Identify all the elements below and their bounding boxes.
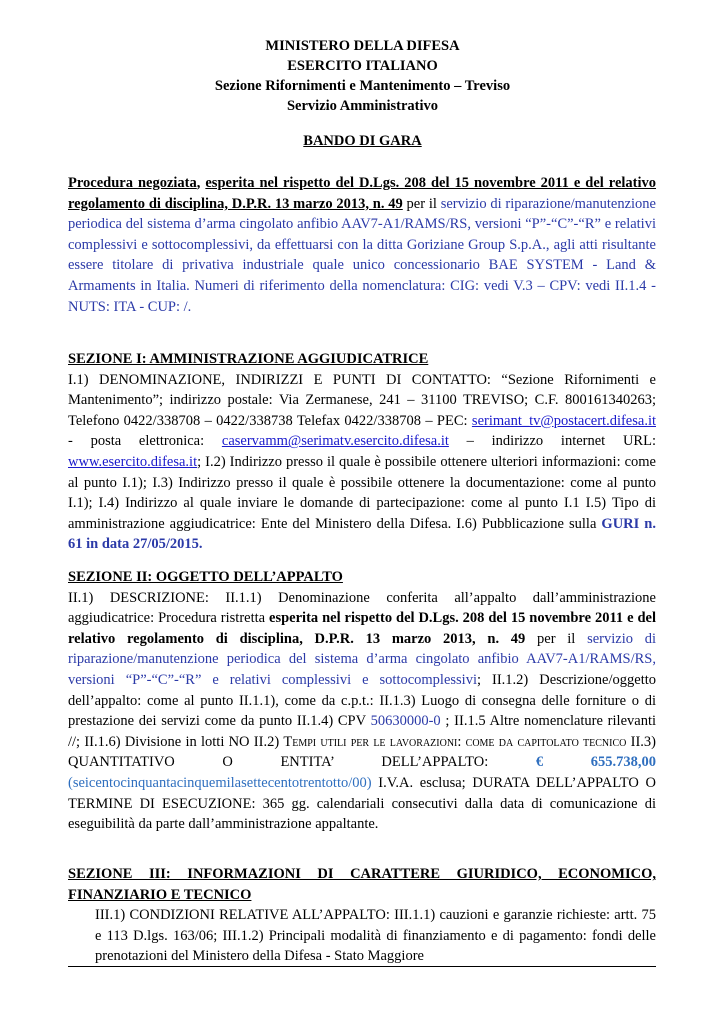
- document-title: BANDO DI GARA: [303, 133, 422, 149]
- header-section: Sezione Rifornimenti e Mantenimento – Treviso: [214, 78, 511, 94]
- section-1-title: SEZIONE I: AMMINISTRAZIONE AGGIUDICATRICE: [68, 351, 429, 367]
- pec-email-link[interactable]: serimant_tv@postacert.difesa.it: [471, 412, 656, 429]
- website-link[interactable]: www.esercito.difesa.it: [68, 453, 198, 470]
- contract-amount: € 655.738,00 (seicentocinquantacinquemilasettecentotrentotto/00): [68, 754, 656, 791]
- email-link[interactable]: caservamm@serimatv.esercito.difesa.it: [221, 433, 449, 450]
- intro-paragraph: Procedura negoziata, esperita nel rispetto del D.Lgs. 208 del 15 novembre 2011 e del relativo regolamento di disciplina, D.P.R. 13 marzo 2013, n. 49 per il servizio di riparazione/manutenzione periodica del sistema d’arma cingolato anfibio AAV7-A1/RAMS/RS, versioni “P”-“C”-“R” e relativi complessivi e sottocomplessivi, da effettuarsi con la ditta Goriziane Group S.p.A., agli atti risultante essere titolare di privativa industriale quale unico concessionario BAE SYSTEM - Land & Armaments in Italia. Numeri di riferimento della nomenclatura: CIG: vedi V.3 – CPV: vedi II.1.4 - NUTS: ITA - CUP: /.: [68, 175, 657, 315]
- section-1: SEZIONE I: AMMINISTRAZIONE AGGIUDICATRICE I.1) DENOMINAZIONE, INDIRIZZI E PUNTI DI CONTATTO: “Sezione Rifornimenti e Mantenimento”; indirizzo postale: Via Zermanese, 241 – 31100 TREVISO; C.F. 800161340263; Telefono 0422/338708 – 0422/338738 Telefax 0422/338708 – PEC: serimant_tv@postacert.difesa.it - posta elettronica: caservamm@serimatv.esercito.difesa.it – indirizzo internet URL: www.esercito.difesa.it; I.2) Indirizzo presso il quale è possibile ottenere ulteriori informazioni: come al punto I.1); I.3) Indirizzo presso il quale è possibile ottenere la documentazione: come al punto I.1); I.4) Indirizzo al quale inviare le domande di partecipazione: come al punto I.1 I.5) Tipo di amministrazione aggiudicatrice: Ente del Ministero della Difesa. I.6) Pubblicazione sulla GURI n. 61 in data 27/05/2015.: [68, 351, 656, 553]
- section-3-title: SEZIONE III: INFORMAZIONI DI CARATTERE GIURIDICO, ECONOMICO, FINANZIARIO E TECNICO: [68, 866, 656, 903]
- guri-reference: GURI n. 61 in data 27/05/2015.: [68, 515, 656, 553]
- footer-divider: [68, 966, 656, 967]
- section-2: SEZIONE II: OGGETTO DELL’APPALTO II.1) DESCRIZIONE: II.1.1) Denominazione conferita all’appalto dall’amministrazione aggiudicatrice: Procedura ristretta esperita nel rispetto del D.Lgs. 208 del 15 novembre 2011 e del relativo regolamento di disciplina, D.P.R. 13 marzo 2013, n. 49 per il servizio di riparazione/manutenzione periodica del sistema d’arma cingolato anfibio AAV7-A1/RAMS/RS, versioni “P”-“C”-“R” e relativi complessivi e sottocomplessivi; II.1.2) Descrizione/oggetto dell’appalto: come al punto II.1.1), come da c.p.t.: II.1.3) Luogo di consegna delle forniture o di prestazione dei servizi come da punto II.1.4) CPV 50630000-0 ; II.1.5 Altre nomenclature rilevanti //; II.1.6) Divisione in lotti NO II.2) Tempi utili per le lavorazioni: come da capitolato tecnico II.3) QUANTITATIVO O ENTITA’ DELL’APPALTO: € 655.738,00 (seicentocinquantacinquemilasettecentotrentotto/00) I.V.A. esclusa; DURATA DELL’APPALTO O TERMINE DI ESECUZIONE: 365 gg. calendariali consecutivi dalla data di comunicazione di eseguibilità da parte dall’amministrazione appaltante.: [68, 569, 657, 833]
- section-3: SEZIONE III: INFORMAZIONI DI CARATTERE GIURIDICO, ECONOMICO, FINANZIARIO E TECNICO III.1) CONDIZIONI RELATIVE ALL’APPALTO: III.1.1) cauzioni e garanzie richieste: artt. 75 e 113 D.lgs. 163/06; III.1.2) Principali modalità di finanziamento e di pagamento: fondi delle prenotazioni del Ministero della Difesa - Stato Maggiore: [68, 866, 656, 965]
- section-2-title: SEZIONE II: OGGETTO DELL’APPALTO: [68, 569, 343, 585]
- document-header: [0, 36, 725, 116]
- header-service: Servizio Amministrativo: [286, 98, 439, 114]
- cpv-code: 50630000-0: [370, 713, 441, 730]
- header-ministry: MINISTERO DELLA DIFESA: [265, 38, 460, 54]
- header-army: ESERCITO ITALIANO: [287, 58, 438, 74]
